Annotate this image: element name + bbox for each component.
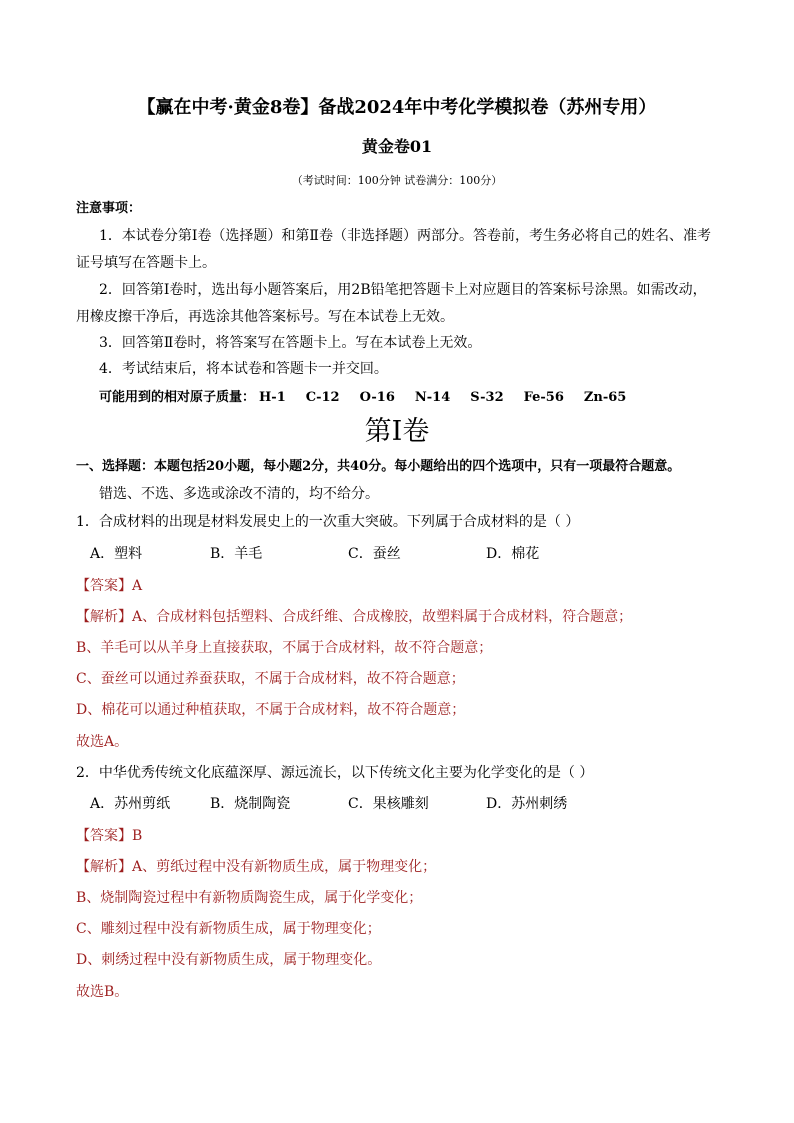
option-d: D．苏州刺绣 <box>486 796 568 812</box>
atomic-mass-item: S-32 <box>470 390 504 405</box>
notice-item-1-line-1: 1．本试卷分第Ⅰ卷（选择题）和第Ⅱ卷（非选择题）两部分。答卷前，考生务必将自己的姓名、准考 <box>99 228 711 244</box>
document-title: 【赢在中考·黄金8卷】备战2024年中考化学模拟卷（苏州专用） <box>137 97 657 118</box>
notice-item-3: 3．回答第Ⅱ卷时，将答案写在答题卡上。写在本试卷上无效。 <box>99 335 482 351</box>
question-1-conclusion: 故选A。 <box>76 734 129 750</box>
atomic-masses-label: 可能用到的相对原子质量： <box>99 390 256 405</box>
analysis-text: A、合成材料包括塑料、合成纤维、合成橡胶，故塑料属于合成材料，符合题意； <box>132 609 633 625</box>
atomic-mass-item: C-12 <box>305 390 340 405</box>
notice-item-2-line-1: 2．回答第Ⅰ卷时，选出每小题答案后，用2B铅笔把答题卡上对应题目的答案标号涂黑。如需改动， <box>99 282 707 298</box>
analysis-text: A、剪纸过程中没有新物质生成，属于物理变化； <box>132 859 437 875</box>
option-b: B．羊毛 <box>210 546 263 562</box>
exam-info: （考试时间：100分钟 试卷满分：100分） <box>291 174 503 187</box>
atomic-mass-item: O-16 <box>359 390 395 405</box>
question-2-conclusion: 故选B。 <box>76 984 129 1000</box>
atomic-mass-item: N-14 <box>414 390 451 405</box>
answer-value: A <box>132 578 143 594</box>
answer-label: 【答案】 <box>76 828 132 844</box>
question-1-analysis-line-1 <box>76 608 632 626</box>
notice-item-1-line-2: 证号填写在答题卡上。 <box>76 255 216 271</box>
section-instructions-line-2: 错选、不选、多选或涂改不清的，均不给分。 <box>99 486 379 502</box>
atomic-mass-item: Fe-56 <box>523 390 564 405</box>
question-1-options <box>0 545 794 563</box>
question-2-analysis-line-4: D、刺绣过程中没有新物质生成，属于物理变化。 <box>76 952 382 968</box>
question-1-analysis-line-3: C、蚕丝可以通过养蚕获取，不属于合成材料，故不符合题意； <box>76 671 465 687</box>
answer-label: 【答案】 <box>76 578 132 594</box>
analysis-label: 【解析】 <box>76 859 132 875</box>
section-instructions-line-1: 一、选择题：本题包括20小题，每小题2分，共40分。每小题给出的四个选项中，只有一项最符合题意。 <box>76 459 681 474</box>
question-1-stem: 1．合成材料的出现是材料发展史上的一次重大突破。下列属于合成材料的是（ ） <box>76 514 580 530</box>
paper-subtitle: 黄金卷01 <box>361 137 433 156</box>
option-b: B．烧制陶瓷 <box>210 796 291 812</box>
atomic-mass-item: Zn-65 <box>583 390 627 405</box>
question-2-analysis-line-1 <box>76 858 436 876</box>
option-a: A．苏州剪纸 <box>90 796 171 812</box>
volume-title: 第Ⅰ卷 <box>364 416 430 447</box>
question-2-analysis-line-2: B、烧制陶瓷过程中有新物质陶瓷生成，属于化学变化； <box>76 890 423 906</box>
notice-item-2-line-2: 用橡皮擦干净后，再选涂其他答案标号。写在本试卷上无效。 <box>76 309 454 325</box>
notice-item-4: 4．考试结束后，将本试卷和答题卡一并交回。 <box>99 361 388 377</box>
notice-heading: 注意事项： <box>76 201 142 216</box>
analysis-label: 【解析】 <box>76 609 132 625</box>
question-1-analysis-line-2: B、羊毛可以从羊身上直接获取，不属于合成材料，故不符合题意； <box>76 640 493 656</box>
answer-value: B <box>132 828 143 844</box>
question-2-analysis-line-3: C、雕刻过程中没有新物质生成，属于物理变化； <box>76 921 381 937</box>
question-2-stem: 2．中华优秀传统文化底蕴深厚、源远流长，以下传统文化主要为化学变化的是（ ） <box>76 765 594 781</box>
atomic-masses-line <box>99 389 646 407</box>
question-2-answer <box>76 827 142 845</box>
atomic-mass-item: H-1 <box>259 390 286 405</box>
question-1-answer <box>76 577 142 595</box>
option-a: A．塑料 <box>90 546 143 562</box>
question-2-options <box>0 795 794 813</box>
question-1-analysis-line-4: D、棉花可以通过种植获取，不属于合成材料，故不符合题意； <box>76 702 466 718</box>
option-d: D．棉花 <box>486 546 540 562</box>
option-c: C．蚕丝 <box>348 546 401 562</box>
option-c: C．果核雕刻 <box>348 796 429 812</box>
